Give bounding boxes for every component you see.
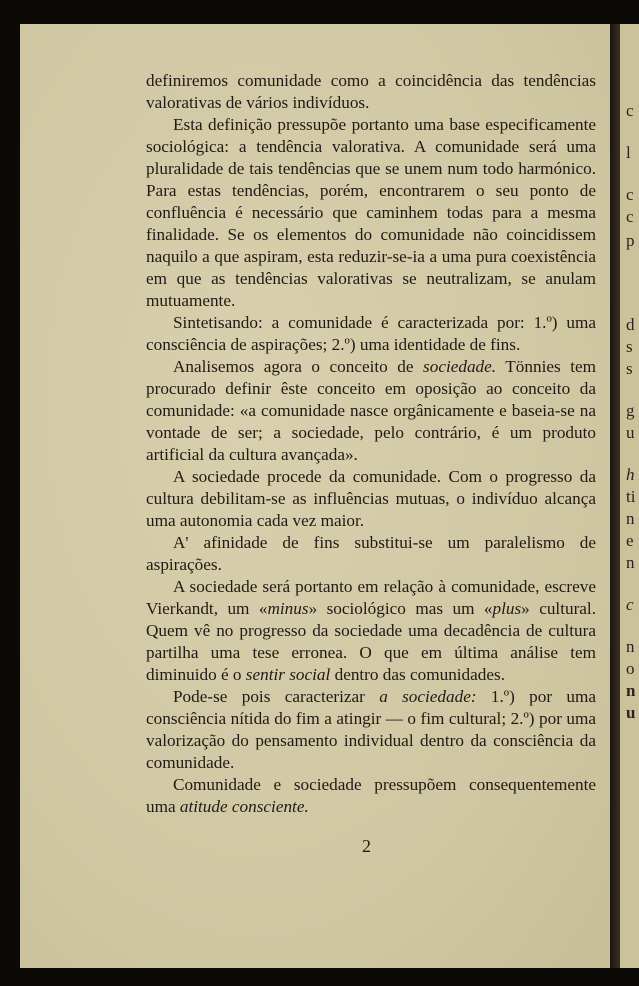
adjacent-page-fragment: c xyxy=(626,207,634,226)
paragraph: A' afinidade de fins substitui-se um paralelismo de aspirações. xyxy=(146,533,596,574)
adjacent-page-fragment: d xyxy=(626,315,635,334)
adjacent-page-fragment: c xyxy=(626,595,634,614)
adjacent-page-fragment: l xyxy=(626,143,631,162)
adjacent-page-fragment: u xyxy=(626,703,636,722)
adjacent-page-fragment: s xyxy=(626,337,633,356)
paragraph: Comunidade e sociedade pressupõem consequentemente uma atitude consciente. xyxy=(146,775,596,816)
adjacent-page-fragment: s xyxy=(626,359,633,378)
adjacent-page-fragment: o xyxy=(626,659,635,678)
paragraph: Esta definição pressupõe portanto uma base especificamente sociológica: a tendência valorativa. A comunidade será uma pluralidade de tais tendências que se unem num todo harmónico. Para estas tendências, porém, encontrarem o seu ponto de confluência é necessário que caminhem todas para a mesma finalidade. Se os elementos do comunidade não coincidissem naquilo a que aspiram, esta reduzir-se-ia a uma pura coexistência em que as tendências valorativas se neutralizam, se anulam mutuamente. xyxy=(146,115,596,310)
adjacent-page-fragment: u xyxy=(626,423,635,442)
page-number: 2 xyxy=(362,836,371,856)
adjacent-page-fragment: n xyxy=(626,509,635,528)
adjacent-page-fragment: n xyxy=(626,681,636,700)
adjacent-page-fragment: c xyxy=(626,101,634,120)
adjacent-page-fragment: n xyxy=(626,637,635,656)
adjacent-page-fragment: c xyxy=(626,185,634,204)
body-text xyxy=(146,70,596,818)
adjacent-page-fragment: h xyxy=(626,465,635,484)
adjacent-page-fragment: ti xyxy=(626,487,636,506)
adjacent-page-fragment: n xyxy=(626,553,635,572)
book-gutter xyxy=(610,24,620,968)
paragraph: A sociedade procede da comunidade. Com o progresso da cultura debilitam-se as influências mutuas, o indivíduo alcança uma autonomia cada vez maior. xyxy=(146,467,596,530)
paragraph: Sintetisando: a comunidade é caracterizada por: 1.º) uma consciência de aspirações; 2.º) uma identidade de fins. xyxy=(146,313,596,354)
paragraph: Analisemos agora o conceito de sociedade. Tönnies tem procurado definir êste conceito em oposição ao conceito da comunidade: «a comunidade nasce orgânicamente e baseia-se na vontade de ser; a sociedade, pelo contrário, é um produto artificial da cultura avançada». xyxy=(146,357,596,464)
adjacent-page-edge xyxy=(620,24,639,968)
paragraph: A sociedade será portanto em relação à comunidade, escreve Vierkandt, um «minus» sociológico mas um «plus» cultural. Quem vê no progresso da sociedade uma decadência de cultura partilha uma tese erronea. O que em última análise tem diminuido é o sentir social dentro das comunidades. xyxy=(146,577,597,684)
adjacent-page-fragment: e xyxy=(626,531,634,550)
adjacent-page-fragment: p xyxy=(626,231,635,250)
paragraph: Pode-se pois caracterizar a sociedade: 1.º) por uma consciência nítida do fim a atingir — o fim cultural; 2.º) por uma valorização do pensamento individual dentro da consciência da comunidade. xyxy=(146,687,596,772)
paragraph: definiremos comunidade como a coincidência das tendências valorativas de vários indivíduos. xyxy=(146,71,596,112)
adjacent-page-fragment: g xyxy=(626,401,635,420)
